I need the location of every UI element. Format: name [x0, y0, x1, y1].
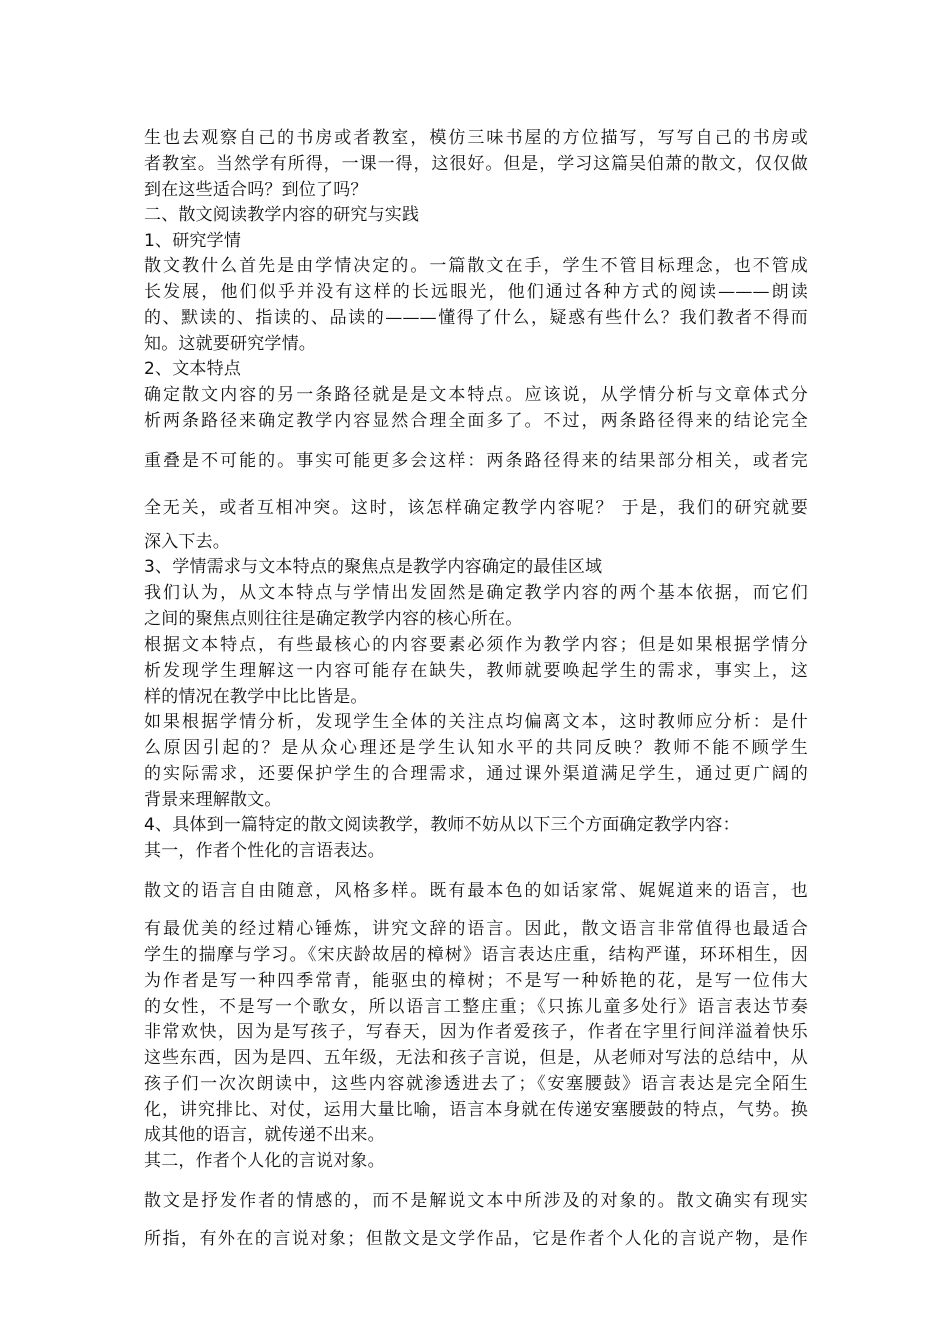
text-line: 之间的聚焦点则往往是确定教学内容的核心所在。 [144, 609, 523, 629]
text-line: 我们认为，从文本特点与学情出发固然是确定教学内容的两个基本依据，而它们 [144, 583, 808, 603]
text-line: 背景来理解散文。 [144, 790, 282, 810]
text-line: 样的情况在教学中比比皆是。 [144, 687, 368, 707]
text-line: 生也去观察自己的书房或者教室，模仿三味书屋的方位描写，写写自己的书房或 [144, 128, 808, 148]
text-line: 的女性，不是写一个歌女，所以语言工整庄重；《只拣儿童多处行》语言表达节奏 [144, 997, 808, 1017]
text-line: 散文的语言自由随意，风格多样。既有最本色的如话家常、娓娓道来的语言，也 [144, 881, 808, 901]
text-line: 散文教什么首先是由学情决定的。一篇散文在手，学生不管目标理念，也不管成 [144, 256, 808, 276]
text-line: 析两条路径来确定教学内容显然合理全面多了。不过，两条路径得来的结论完全 [144, 411, 808, 431]
text-line: 为作者是写一种四季常青，能驱虫的樟树；不是写一种娇艳的花，是写一位伟大 [144, 971, 808, 991]
text-line: 根据文本特点，有些最核心的内容要素必须作为教学内容；但是如果根据学情分 [144, 635, 808, 655]
text-line: 其二，作者个人化的言说对象。 [144, 1151, 385, 1171]
text-line: 么原因引起的？是从众心理还是学生认知水平的共同反映？教师不能不顾学生 [144, 738, 808, 758]
text-line: 深入下去。 [144, 532, 230, 552]
text-line: 散文是抒发作者的情感的，而不是解说文本中所涉及的对象的。散文确实有现实 [144, 1191, 808, 1211]
text-line: 析发现学生理解这一内容可能存在缺失，教师就要唤起学生的需求，事实上，这 [144, 661, 808, 681]
text-line: 知。这就要研究学情。 [144, 334, 316, 354]
subsection-heading: 3、学情需求与文本特点的聚焦点是教学内容确定的最佳区域 [144, 557, 603, 577]
section-heading: 二、散文阅读教学内容的研究与实践 [144, 205, 420, 225]
text-line: 非常欢快，因为是写孩子，写春天，因为作者爱孩子，作者在字里行间洋溢着快乐 [144, 1022, 808, 1042]
text-line: 其一，作者个性化的言语表达。 [144, 841, 385, 861]
text-line: 有最优美的经过精心锤炼，讲究文辞的语言。因此，散文语言非常值得也最适合 [144, 919, 808, 939]
text-line: 到在这些适合吗？到位了吗？ [144, 180, 368, 200]
text-line: 确定散文内容的另一条路径就是是文本特点。应该说，从学情分析与文章体式分 [144, 385, 808, 405]
text-line: 长发展，他们似乎并没有这样的长远眼光，他们通过各种方式的阅读———朗读 [144, 282, 808, 302]
text-line: 全无关，或者互相冲突。这时，该怎样确定教学内容呢？ 于是，我们的研究就要 [144, 498, 808, 518]
text-line: 者教室。当然学有所得，一课一得，这很好。但是，学习这篇吴伯萧的散文，仅仅做 [144, 154, 808, 174]
subsection-heading: 4、具体到一篇特定的散文阅读教学，教师不妨从以下三个方面确定教学内容： [144, 815, 740, 835]
text-line: 这些东西，因为是四、五年级，无法和孩子言说，但是，从老师对写法的总结中，从 [144, 1048, 808, 1068]
text-line: 如果根据学情分析，发现学生全体的关注点均偏离文本，这时教师应分析：是什 [144, 712, 808, 732]
text-line: 学生的揣摩与学习。《宋庆龄故居的樟树》语言表达庄重，结构严谨，环环相生，因 [144, 945, 808, 965]
text-line: 的、默读的、指读的、品读的———懂得了什么，疑惑有些什么？我们教者不得而 [144, 308, 808, 328]
subsection-heading: 1、研究学情 [144, 231, 242, 251]
text-line: 所指，有外在的言说对象；但散文是文学作品，它是作者个人化的言说产物，是作 [144, 1229, 808, 1249]
text-line: 重叠是不可能的。事实可能更多会这样：两条路径得来的结果部分相关，或者完 [144, 451, 808, 471]
text-line: 的实际需求，还要保护学生的合理需求，通过课外渠道满足学生，通过更广阔的 [144, 764, 808, 784]
text-line: 孩子们一次次朗读中，这些内容就渗透进去了；《安塞腰鼓》语言表达是完全陌生 [144, 1074, 808, 1094]
subsection-heading: 2、文本特点 [144, 359, 242, 379]
text-line: 成其他的语言，就传递不出来。 [144, 1125, 385, 1145]
text-line: 化，讲究排比、对仗，运用大量比喻，语言本身就在传递安塞腰鼓的特点，气势。换 [144, 1100, 808, 1120]
